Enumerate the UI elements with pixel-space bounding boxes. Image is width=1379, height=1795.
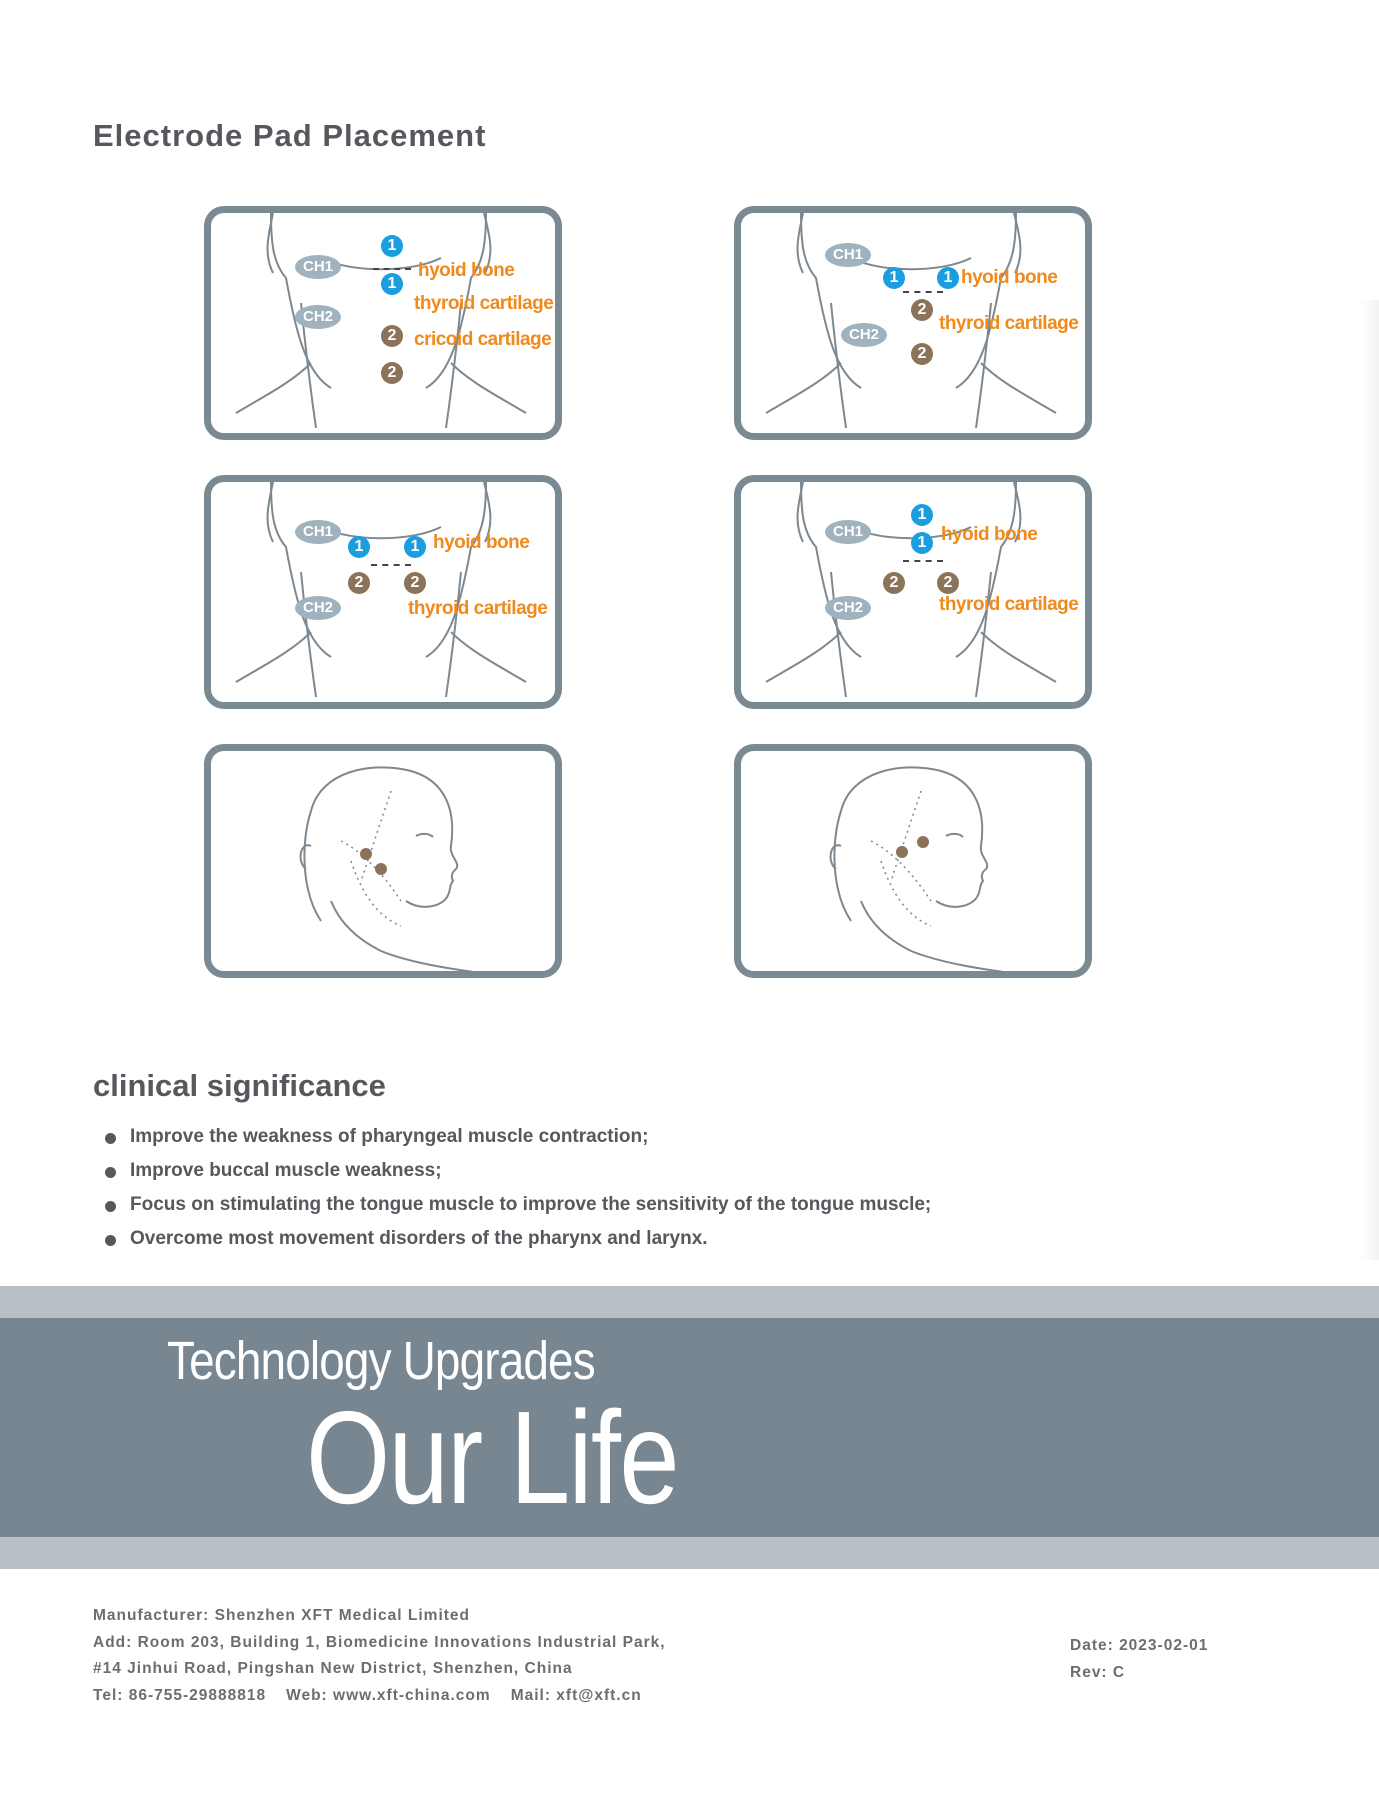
clinical-significance-list xyxy=(105,1120,931,1256)
placement-panel-5 xyxy=(204,744,562,978)
thyroid-cartilage-label: thyroid cartilage xyxy=(939,594,1079,615)
channel-2-badge: CH2 xyxy=(841,323,887,347)
hyoid-bone-label: hyoid bone xyxy=(433,532,530,553)
banner-tagline: Technology Upgrades xyxy=(167,1331,595,1391)
list-item: Overcome most movement disorders of the pharynx and larynx. xyxy=(105,1222,931,1256)
pad-2-marker: 2 xyxy=(381,362,403,384)
pad-1-marker: 1 xyxy=(381,273,403,295)
pad-2-marker: 2 xyxy=(348,572,370,594)
thyroid-cartilage-label: thyroid cartilage xyxy=(939,313,1079,334)
dashed-connector xyxy=(903,560,943,562)
pad-1-marker: 1 xyxy=(348,536,370,558)
footer-revision xyxy=(1070,1633,1208,1686)
address-line-1: Add: Room 203, Building 1, Biomedicine Innovations Industrial Park, xyxy=(93,1633,666,1651)
tel-text: Tel: 86-755-29888818 xyxy=(93,1686,267,1704)
hyoid-bone-label: hyoid bone xyxy=(418,260,515,281)
dashed-connector xyxy=(371,564,411,566)
list-item: Focus on stimulating the tongue muscle to improve the sensitivity of the tongue muscle; xyxy=(105,1188,931,1222)
channel-2-badge: CH2 xyxy=(295,596,341,620)
thyroid-cartilage-label: thyroid cartilage xyxy=(414,293,554,314)
contact-line xyxy=(93,1683,666,1710)
mail-link[interactable]: Mail: xft@xft.cn xyxy=(510,1686,642,1704)
placement-panel-4 xyxy=(734,475,1092,709)
channel-1-badge: CH1 xyxy=(825,243,871,267)
clinical-significance-heading: clinical significance xyxy=(93,1068,386,1103)
pad-1-marker: 1 xyxy=(911,532,933,554)
date-text: Date: 2023-02-01 xyxy=(1070,1637,1209,1654)
manufacturer-text: Manufacturer: Shenzhen XFT Medical Limited xyxy=(93,1607,471,1624)
pad-2-marker: 2 xyxy=(404,572,426,594)
channel-2-badge: CH2 xyxy=(825,596,871,620)
cricoid-cartilage-label: cricoid cartilage xyxy=(414,329,552,350)
address-line-2: #14 Jinhui Road, Pingshan New District, Shenzhen, China xyxy=(93,1660,573,1677)
channel-1-badge: CH1 xyxy=(825,520,871,544)
channel-2-badge: CH2 xyxy=(295,305,341,329)
face-illustration xyxy=(741,751,1087,973)
list-item: Improve the weakness of pharyngeal muscle contraction; xyxy=(105,1120,931,1154)
web-link[interactable]: Web: www.xft-china.com xyxy=(286,1686,491,1704)
face-illustration xyxy=(211,751,557,973)
placement-panel-6 xyxy=(734,744,1092,978)
pad-2-marker: 2 xyxy=(911,343,933,365)
channel-1-badge: CH1 xyxy=(295,255,341,279)
dashed-connector xyxy=(373,268,411,270)
placement-panel-3 xyxy=(204,475,562,709)
placement-panel-1 xyxy=(204,206,562,440)
hyoid-bone-label: hyoid bone xyxy=(961,267,1058,288)
banner-bottom-stripe xyxy=(0,1537,1379,1569)
hyoid-bone-label: hyoid bone xyxy=(941,524,1038,545)
page-edge-shadow xyxy=(1361,300,1379,1260)
placement-panel-2 xyxy=(734,206,1092,440)
pad-2-marker: 2 xyxy=(381,325,403,347)
pad-2-marker: 2 xyxy=(937,572,959,594)
page-title: Electrode Pad Placement xyxy=(93,118,487,153)
banner-top-stripe xyxy=(0,1286,1379,1318)
pad-2-marker: 2 xyxy=(883,572,905,594)
pad-1-marker: 1 xyxy=(937,267,959,289)
footer-contact xyxy=(93,1603,666,1709)
dashed-connector xyxy=(903,291,943,293)
pad-1-marker: 1 xyxy=(911,504,933,526)
neck-illustration xyxy=(211,482,557,704)
pad-1-marker: 1 xyxy=(381,235,403,257)
list-item: Improve buccal muscle weakness; xyxy=(105,1154,931,1188)
thyroid-cartilage-label: thyroid cartilage xyxy=(408,598,548,619)
channel-1-badge: CH1 xyxy=(295,520,341,544)
pad-1-marker: 1 xyxy=(404,536,426,558)
pad-2-marker: 2 xyxy=(911,299,933,321)
pad-1-marker: 1 xyxy=(883,267,905,289)
banner-headline: Our Life xyxy=(306,1384,678,1531)
rev-text: Rev: C xyxy=(1070,1663,1126,1681)
